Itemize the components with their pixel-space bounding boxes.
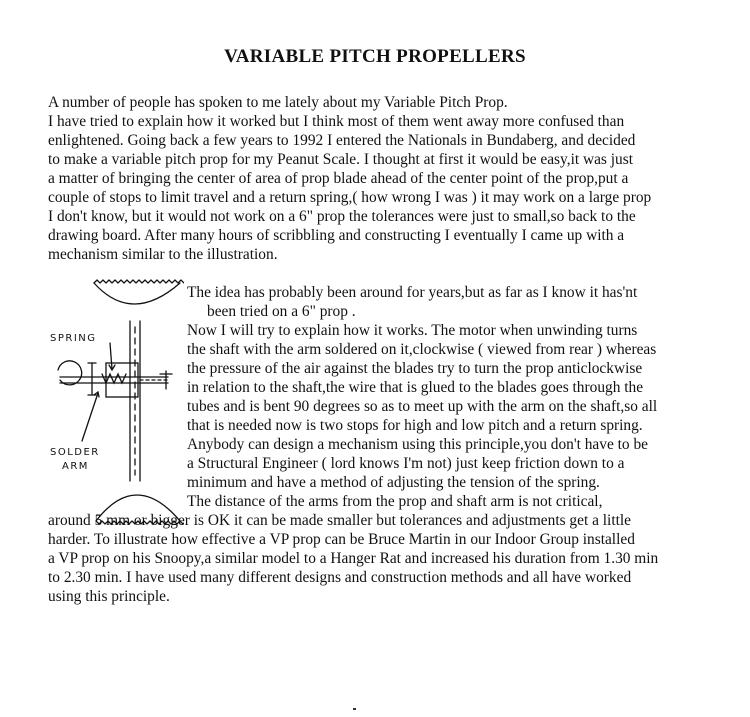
text-line: The distance of the arms from the prop and shaft arm is not critical, xyxy=(187,493,603,510)
text-line: using this principle. xyxy=(48,588,170,605)
text-line: a Structural Engineer ( lord knows I'm not) just keep friction down to a xyxy=(187,455,625,472)
text-line: the shaft with the arm soldered on it,clockwise ( viewed from rear ) whereas xyxy=(187,341,657,358)
top-blade xyxy=(94,280,184,304)
text-line: a matter of bringing the center of area of prop blade ahead of the center point of the prop,put a xyxy=(48,170,629,187)
text-line: to 2.30 min. I have used many different designs and construction methods and all have worked xyxy=(48,569,632,586)
text-line: The idea has probably been around for years,but as far as I know it has'nt xyxy=(187,284,638,301)
text-line: the pressure of the air against the blades try to turn the prop anticlockwise xyxy=(187,360,643,377)
hub-and-shaft xyxy=(58,361,172,397)
text-line: been tried on a 6" prop . xyxy=(207,303,356,320)
arm-label: ARM xyxy=(62,461,89,472)
text-line: in relation to the shaft,the wire that is glued to the blades goes through the xyxy=(187,379,644,396)
text-line: minimum and have a method of adjusting the tension of the spring. xyxy=(187,474,600,491)
text-line: around 5 mm or bigger is OK it can be made smaller but tolerances and adjustments get a little xyxy=(48,512,631,529)
text-line: to make a variable pitch prop for my Peanut Scale. I thought at first it would be easy,it was just xyxy=(48,151,633,168)
scan-speck xyxy=(353,708,356,710)
text-line: A number of people has spoken to me lately about my Variable Pitch Prop. xyxy=(48,94,508,111)
text-line: I don't know, but it would not work on a 6" prop the tolerances were just to small,so back to the xyxy=(48,208,636,225)
bottom-blade xyxy=(96,495,184,524)
solder-arm xyxy=(88,363,96,395)
text-line: tubes and is bent 90 degrees so as to meet up with the arm on the shaft,so all xyxy=(187,398,658,415)
text-line: I have tried to explain how it worked but I think most of them went away more confused than xyxy=(48,113,625,130)
spring-label: SPRING xyxy=(50,333,97,344)
text-line: a VP prop on his Snoopy,a similar model to a Hanger Rat and increased his duration from 1.30 min xyxy=(48,550,659,567)
text-line: drawing board. After many hours of scribbling and constructing I eventually I came up with a xyxy=(48,227,625,244)
solder-label: SOLDER xyxy=(50,447,100,458)
blade-tube xyxy=(130,321,140,481)
propeller-illustration xyxy=(44,277,184,527)
text-line: enlightened. Going back a few years to 1992 I entered the Nationals in Bundaberg, and decided xyxy=(48,132,636,149)
text-line: Anybody can design a mechanism using this principle,you don't have to be xyxy=(187,436,648,453)
text-line: mechanism similar to the illustration. xyxy=(48,246,278,263)
text-line: harder. To illustrate how effective a VP prop can be Bruce Martin in our Indoor Group installed xyxy=(48,531,635,548)
leader-lines xyxy=(82,343,115,441)
page-title: VARIABLE PITCH PROPELLERS xyxy=(224,46,526,67)
text-line: that is needed now is two stops for high and low pitch and a return spring. xyxy=(187,417,643,434)
text-line: couple of stops to limit travel and a return spring,( how wrong I was ) it may work on a large prop xyxy=(48,189,652,206)
text-line: Now I will try to explain how it works. The motor when unwinding turns xyxy=(187,322,638,339)
